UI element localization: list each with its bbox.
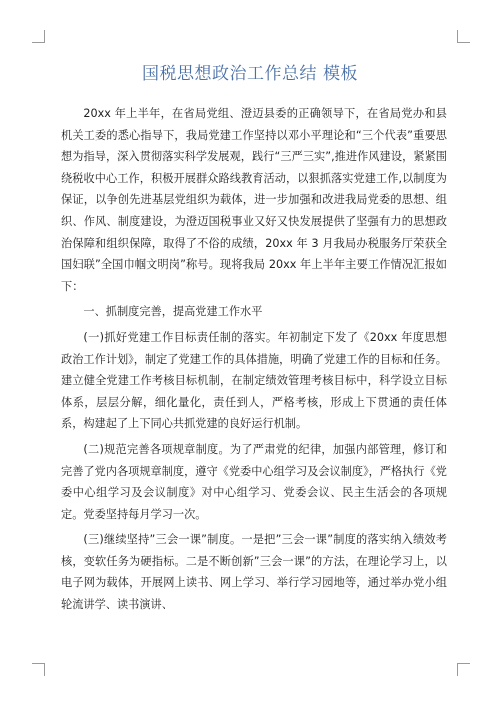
crop-mark-bottom-left bbox=[32, 663, 45, 676]
paragraph-item-3: (三)继续坚持”三会一课”制度。一是把”三会一课”制度的落实纳入绩效考核，变软任务为硬指标。二是不断创新”三会一课”的方法，在理论学习上，以电子网为载体，开展网上读书、网上学习、举行学习园地等，通过举办党小组轮流讲学、读书演讲、 bbox=[61, 533, 447, 612]
paragraph-item-2: (二)规范完善各项规章制度。为了严肃党的纪律，加强内部管理，修订和完善了党内各项规章制度，遵守《党委中心组学习及会议制度》，严格执行《党委中心组学习及会议制度》对中心组学习、党委会议、民主生活会的各项规定。党委坚持每月学习一次。 bbox=[61, 442, 447, 521]
crop-mark-bottom-right bbox=[457, 663, 470, 676]
paragraph-item-1: (一)抓好党建工作目标责任制的落实。年初制定下发了《20xx 年度思想政治工作计划》，制定了党建工作的具体措施，明确了党建工作的目标和任务。建立健全党建工作考核目标机制，在制定绩效管理考核目标中，科学设立目标体系，层层分解，细化量化，责任到人，严格考核，形成上下贯通的责任体系，构建起了上下同心共抓党建的良好运行机制。 bbox=[61, 330, 447, 431]
crop-mark-top-right bbox=[457, 30, 470, 43]
document-body bbox=[61, 103, 447, 616]
crop-mark-top-left bbox=[32, 30, 45, 43]
paragraph-intro: 20xx 年上半年，在省局党组、澄迈县委的正确领导下，在省局党办和县机关工委的悉心指导下，我局党建工作坚持以邓小平理论和“三个代表”重要思想为指导，深入贯彻落实科学发展观，践行“三严三实”,推进作风建设，紧紧围绕税收中心工作，积极开展群众路线教育活动，以狠抓落实党建工作,以制度为保证，以争创先进基层党组织为载体，进一步加强和改进我局党委的思想、组织、作风、制度建设，为澄迈国税事业又好又快发展提供了坚强有力的思想政治保障和组织保障，取得了不俗的成绩，20xx 年 3 月我局办税服务厅荣获全国妇联”全国巾帼文明岗”称号。现将我局 20xx 年上半年主要工作情况汇报如下： bbox=[61, 107, 447, 293]
section-heading-1: 一、抓制度完善，提高党建工作水平 bbox=[83, 305, 263, 319]
document-title: 国税思想政治工作总结 模板 bbox=[142, 64, 358, 84]
